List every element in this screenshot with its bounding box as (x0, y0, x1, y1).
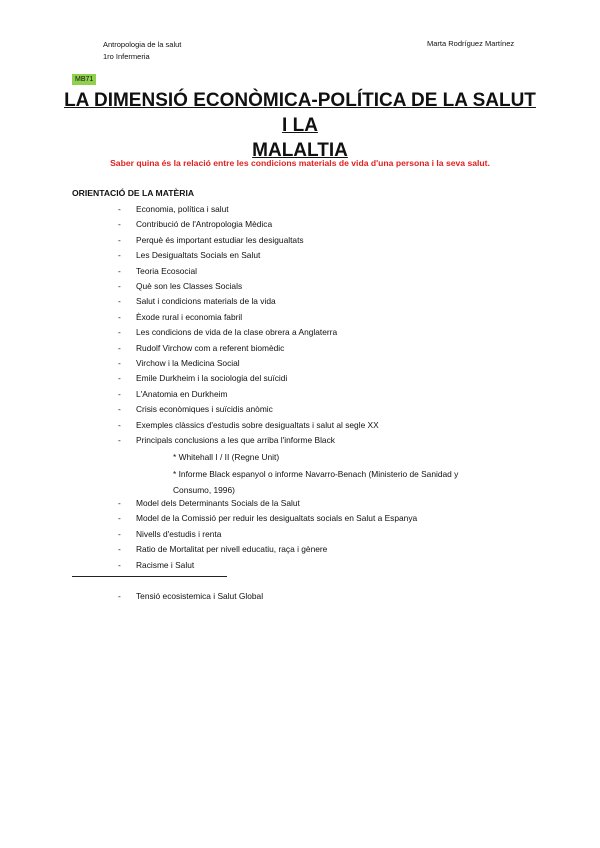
bullet-dash: - (118, 435, 121, 445)
bullet-dash: - (118, 281, 121, 291)
list-item-text: Èxode rural i economia fabril (136, 312, 243, 322)
sub-list-item: Consumo, 1996) (173, 485, 235, 495)
bullet-dash: - (118, 312, 121, 322)
bullet-dash: - (118, 296, 121, 306)
title-line-1: LA DIMENSIÓ ECONÒMICA-POLÍTICA DE LA SALUT I LA (64, 90, 536, 136)
list-item-text: Les Desigualtats Socials en Salut (136, 250, 261, 260)
bullet-dash: - (118, 404, 121, 414)
bullet-dash: - (118, 513, 121, 523)
bullet-dash: - (118, 591, 121, 601)
list-item-text: Tensió ecosistemica i Salut Global (136, 591, 264, 601)
bullet-dash: - (118, 373, 121, 383)
sub-list-item: * Informe Black espanyol o informe Navarro-Benach (Ministerio de Sanidad y (173, 469, 459, 479)
list-item-text: Crisis econòmiques i suïcidis anòmic (136, 404, 273, 414)
bullet-dash: - (118, 544, 121, 554)
header-author: Marta Rodríguez Martínez (427, 39, 515, 48)
bullet-dash: - (118, 389, 121, 399)
list-item-text: Virchow i la Medicina Social (136, 358, 240, 368)
list-item-text: Emile Durkheim i la sociologia del suïcidi (136, 373, 288, 383)
bullet-dash: - (118, 266, 121, 276)
list-item-text: Model dels Determinants Socials de la Salut (136, 498, 300, 508)
header-subject: Antropologia de la salut (103, 40, 182, 49)
bullet-dash: - (118, 327, 121, 337)
page-title (60, 88, 540, 163)
list-item-text: Ratio de Mortalitat per nivell educatiu, raça i gènere (136, 544, 328, 554)
list-item-text: Les condicions de vida de la clase obrera a Anglaterra (136, 327, 338, 337)
list-item-text: Què son les Classes Socials (136, 281, 243, 291)
list-item-text: L'Anatomia en Durkheim (136, 389, 228, 399)
module-badge: MB71 (72, 74, 96, 85)
subtitle: Saber quina és la relació entre les condicions materials de vida d'una persona i la seva salut. (110, 158, 490, 168)
bullet-dash: - (118, 560, 121, 570)
bullet-dash: - (118, 498, 121, 508)
list-item-text: Model de la Comissió per reduir les desigualtats socials en Salut a Espanya (136, 513, 418, 523)
section-heading: ORIENTACIÓ DE LA MATÈRIA (72, 188, 195, 198)
list-item-text: Salut i condicions materials de la vida (136, 296, 276, 306)
separator-line (72, 576, 227, 577)
list-item-text: Perquè és important estudiar les desigualtats (136, 235, 304, 245)
list-item-text: Exemples clàssics d'estudis sobre desigualtats i salut al segle XX (136, 420, 379, 430)
bullet-dash: - (118, 235, 121, 245)
header-left (103, 39, 181, 63)
bullet-dash: - (118, 204, 121, 214)
list-item-text: Contribució de l'Antropologia Mèdica (136, 219, 273, 229)
header-course: 1ro Infermeria (103, 52, 150, 61)
sub-list-item: * Whitehall I / II (Regne Unit) (173, 452, 280, 462)
bullet-dash: - (118, 219, 121, 229)
list-item-text: Principals conclusions a les que arriba l'informe Black (136, 435, 335, 445)
list-item-text: Nivells d'estudis i renta (136, 529, 222, 539)
list-item-text: Teoria Ecosocial (136, 266, 197, 276)
bullet-dash: - (118, 529, 121, 539)
bullet-dash: - (118, 250, 121, 260)
list-item-text: Rudolf Virchow com a referent biomèdic (136, 343, 285, 353)
bullet-dash: - (118, 343, 121, 353)
bullet-dash: - (118, 420, 121, 430)
list-item-text: Economia, política i salut (136, 204, 229, 214)
title-line-2: MALALTIA (252, 140, 348, 161)
bullet-dash: - (118, 358, 121, 368)
list-item-text: Racisme i Salut (136, 560, 195, 570)
